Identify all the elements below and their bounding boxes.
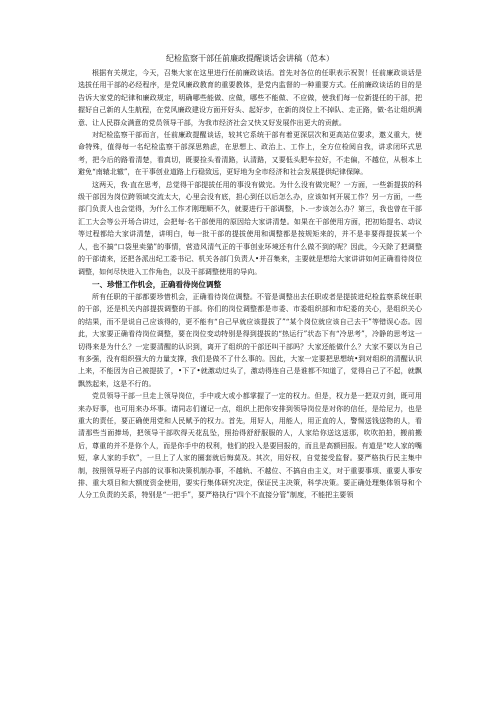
paragraph-opening: 根据有关规定，今天，召集大家在这里进行任前廉政谈话。首先对各位的任职表示祝贺！任前廉政谈话是选拔任用干部的必经程序，是党风廉政教育的重要教体，是党内监督的一种重要方式。任前廉政谈话的目的是告诉大家党的纪律和廉政规定，明确哪些能做、应做，哪些不能做、不应做，使我们每一位新提任的干部，把握好自己新的人生航程，在党风廉政建设方面开好头、起好步，在新的岗位上不掉队、走正路，做·名让组织满意、让人民群众满意的党员领导干部，为我市经济社会又快又好发展作出更大的贡献。 [78, 69, 422, 127]
paragraph-requirements: 对纪检监察干部而言，任前廉政提醒谈话，较其它系统干部有着更深层次和更高站位要求，邀义重大，使命特殊，值得每一名纪检监察干部深思熟虑，在思想上、政治上、工作上，全方位检阅自我，讲求闭环式思考，把今后的路看清楚，看真切，既要捡头看清路，认清路，又要低头肥车拉好，不走偏，不越位，从根本上避免“南辕北辙”，在干事创业道路上行稳致远，更好地为全市经济和社会发展提供纪律保障。 [78, 131, 422, 177]
document-title: 纪检监察干部任前廉政提醒谈话会讲稿（范本） [166, 54, 334, 63]
section-heading-one: 一、珍惜工作机会，正确看待岗位调整 [92, 279, 222, 289]
paragraph-cherish-opportunity: 所有任职的干部都要珍惜机会，正确看待岗位调整。不管是调整出去任职或者是提拔进纪检监察系统任职的干部，还是机关内部提拔调整的干部。你们的岗位调整都是市委、市委组织部和市纪委的关心，是组织关心的结果，而不是说自己应该得的，更不能有“自己早就应该提拔了”“某个岗位就应该自己去干”等错误心态。因此，大家要正确看待岗位调整，要在岗位变动特别是得到提拔的“热运行”状态下有“冷思考”，冷静的思考这一切得来是为什么？一定要清醒的认识到，离开了组织的干部还叫干部吗？大家还能做什么？大家不要以为自己有多强，没有组织强大的力量支撑，我们是做不了什么事的。因此，大家一定要把思想统•到对组织的清醒认识上来，不能因为自己被提拔了，•下了•就激动过头了，激动得连自己是谁都不知道了，觉得自己了不起，就飘飘然起来，这是不行的。 [78, 292, 422, 388]
paragraph-reflection: 这两天，我·直在思考，总觉得干部提拔任用的事没有做完。为什么没有做完呢？一方面，一些新提拔的科级干部因为岗位跨领域交流太大，心里会没有底，担心到任以后怎么办，应该如何开展工作？另一方面，一些部门负责人也会觉得，为什么工作才刚理顺不久，就要进行干部调整，卜.一步该怎么办？第三，我也曾在干部汇工大会等公开场合讲过，会把每·名干部使用的原因给大家讲清楚。如果在干部使用方面，把初始提名、动议等过程都给大家讲清楚，讲明白，每一批干部的提拔使用和调整都是按规矩来的，并不是非要得提拔某一个人，也不搞“口袋里卖猫”的事情，营造风清气正的干事创业环境还有什么做不到的呢？因此，今天除了把调整的干部请来，还把各派出纪工委书记、机关各部门负责人•并召集来，主要就是想给大家讲讲如何正确看待岗位调整，如何尽快进入工作角色，以及干部调整使用的导向。 [78, 180, 422, 276]
document-page [78, 52, 422, 502]
paragraph-use-power: 党员领导干部一旦走上领导岗位，手中或大或小都掌握了一定的权力。但是，权力是一把双刃剑，既可用来办好事，也可用来办坏事。请同志们谨记一点，组织上把你安排到领导岗位是对你的信任，是给尼力，也是重大的责任，要正确使用党和人民赋予的权力。首先，用好人，用能人，用正直的人，警惕送钱送物的人，看清那些当面捧场，把领导干部吹得天花乱坠，照抬得舒舒服服的人，人家给你送这送那，吹吹拍拍，搬前搬后，尊重的并不是你个人，而是你手中的权利，他们的投入是要回报的，而且是高额回报。有道是“吃人家的嘴短，拿人家的手软”，一旦上了人家的圈套就后悔莫及。其次，用好权，自觉接受监督。要严格执行民主集中制，按照领导班子内部的议事和决策机制办事，不越轨、不越位、不搞自由主义，对于重要事项、重要人事安排、重大项目和大额度资金使用，要实行集体研究决定，保证民主决策，科学决策。要正确处理集体领导和个人分工负责的关系，特别是“一把手”，要严格执行“四个不直接分管”制度，不能把主要领 [78, 392, 422, 500]
